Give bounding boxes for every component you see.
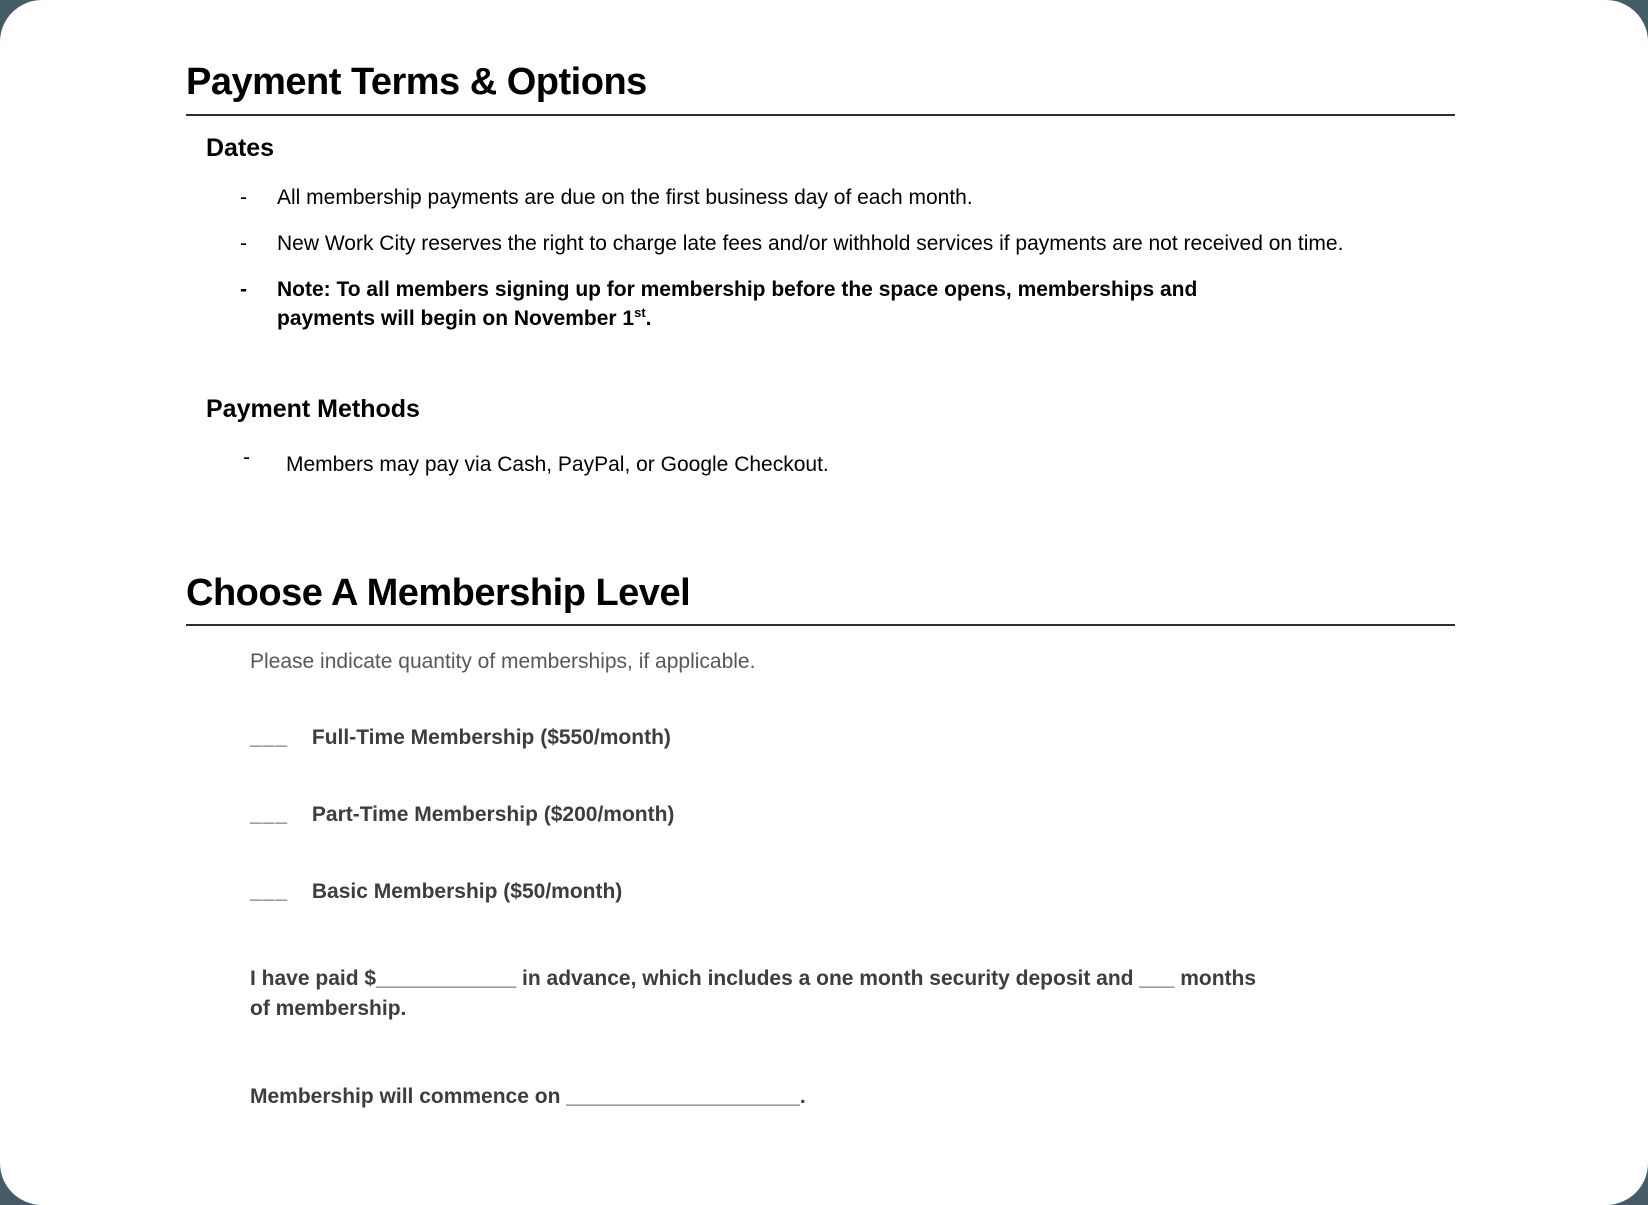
section-payment-terms <box>186 60 1455 479</box>
dates-bullet-note <box>186 275 1455 333</box>
quantity-instruction: Please indicate quantity of memberships, if applicable. <box>250 650 756 674</box>
payment-methods-bullet-list <box>186 445 1455 479</box>
bullet-text: All membership payments are due on the first business day of each month. <box>277 185 973 209</box>
option-label: Basic Membership ($50/month) <box>311 880 623 904</box>
ordinal-superscript: st <box>634 304 646 320</box>
dates-bullet-due-date <box>186 183 1455 212</box>
option-label: Full-Time Membership ($550/month) <box>311 726 671 750</box>
membership-level-title: Choose A Membership Level <box>186 571 691 614</box>
payment-terms-title: Payment Terms & Options <box>186 61 647 103</box>
bullet-text: Members may pay via Cash, PayPal, or Google Checkout. <box>286 452 829 476</box>
advance-payment-statement: I have paid $____________ in advance, which includes a one month security deposit and ___ months of membership. <box>250 967 1257 1021</box>
dash-bullet-icon: - <box>243 445 250 469</box>
payment-methods-heading: Payment Methods <box>206 394 420 423</box>
quantity-blank-line: ___ <box>250 726 289 750</box>
bullet-text <box>277 275 1277 333</box>
payment-terms-title-rule <box>186 114 1455 116</box>
dash-bullet-icon: - <box>240 185 247 209</box>
membership-options-list <box>250 726 1455 904</box>
membership-level-title-rule <box>186 624 1455 626</box>
dates-heading: Dates <box>206 133 275 162</box>
quantity-blank-line: ___ <box>250 803 289 827</box>
dates-bullet-list <box>186 183 1455 333</box>
quantity-blank-line: ___ <box>250 880 289 904</box>
note-text: Note: To all members signing up for membership before the space opens, memberships and payments will begin on November 1 <box>277 277 1198 330</box>
commencement-statement: Membership will commence on ____________________. <box>250 1085 806 1109</box>
option-label: Part-Time Membership ($200/month) <box>311 803 675 827</box>
section-membership-level <box>186 571 1455 1113</box>
option-part-time <box>250 803 1455 827</box>
option-full-time <box>250 726 1455 750</box>
option-basic <box>250 880 1455 904</box>
note-period: . <box>645 306 652 330</box>
dash-bullet-icon: - <box>240 231 247 255</box>
bullet-text: New Work City reserves the right to charge late fees and/or withhold services if payments are not received on time. <box>277 231 1344 255</box>
dash-bullet-icon: - <box>240 277 247 301</box>
dates-bullet-late-fees <box>186 229 1455 258</box>
payment-methods-bullet <box>186 445 1455 479</box>
